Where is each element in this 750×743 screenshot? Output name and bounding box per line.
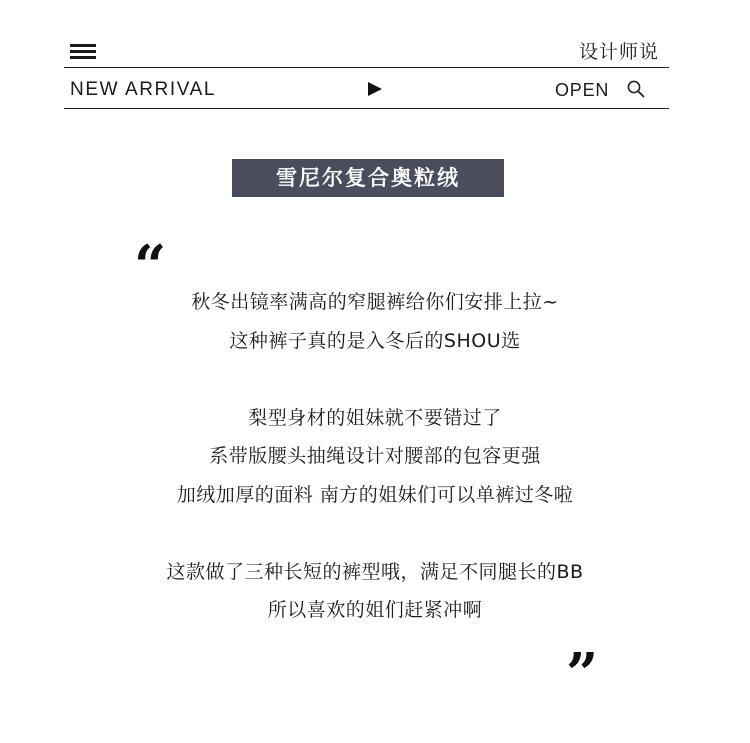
designer-description bbox=[0, 283, 750, 630]
description-line: 所以喜欢的姐们赶紧冲啊 bbox=[267, 599, 483, 621]
close-quote-mark: ” bbox=[566, 641, 599, 707]
product-title: 雪尼尔复合奥粒绒 bbox=[232, 159, 504, 197]
play-icon[interactable] bbox=[368, 82, 382, 96]
menu-bar bbox=[70, 44, 96, 47]
description-line: 系带版腰头抽绳设计对腰部的包容更强 bbox=[209, 445, 541, 467]
paragraph-gap bbox=[0, 360, 750, 399]
designer-label: 设计师说 bbox=[578, 41, 659, 63]
open-quote-mark: “ bbox=[134, 233, 167, 299]
new-arrival-label: NEW ARRIVAL bbox=[70, 79, 217, 100]
paragraph-gap bbox=[0, 514, 750, 553]
description-line: 这款做了三种长短的裤型哦，满足不同腿长的BB bbox=[166, 560, 584, 583]
description-line: 秋冬出镜率满高的窄腿裤给你们安排上拉~ bbox=[191, 291, 559, 313]
hamburger-menu-icon[interactable] bbox=[70, 44, 96, 60]
bottom-divider bbox=[64, 108, 669, 109]
nav-row bbox=[64, 68, 669, 108]
open-label[interactable]: OPEN bbox=[555, 80, 610, 100]
description-line: 加绒加厚的面料 南方的姐妹们可以单裤过冬啦 bbox=[176, 483, 574, 506]
description-line: 这种裤子真的是入冬后的SHOU选 bbox=[229, 329, 521, 352]
description-line: 梨型身材的姐妹就不要错过了 bbox=[248, 406, 502, 429]
top-bar bbox=[64, 0, 669, 110]
menu-bar bbox=[70, 56, 96, 59]
search-icon[interactable] bbox=[627, 80, 645, 98]
menu-bar bbox=[70, 50, 96, 53]
